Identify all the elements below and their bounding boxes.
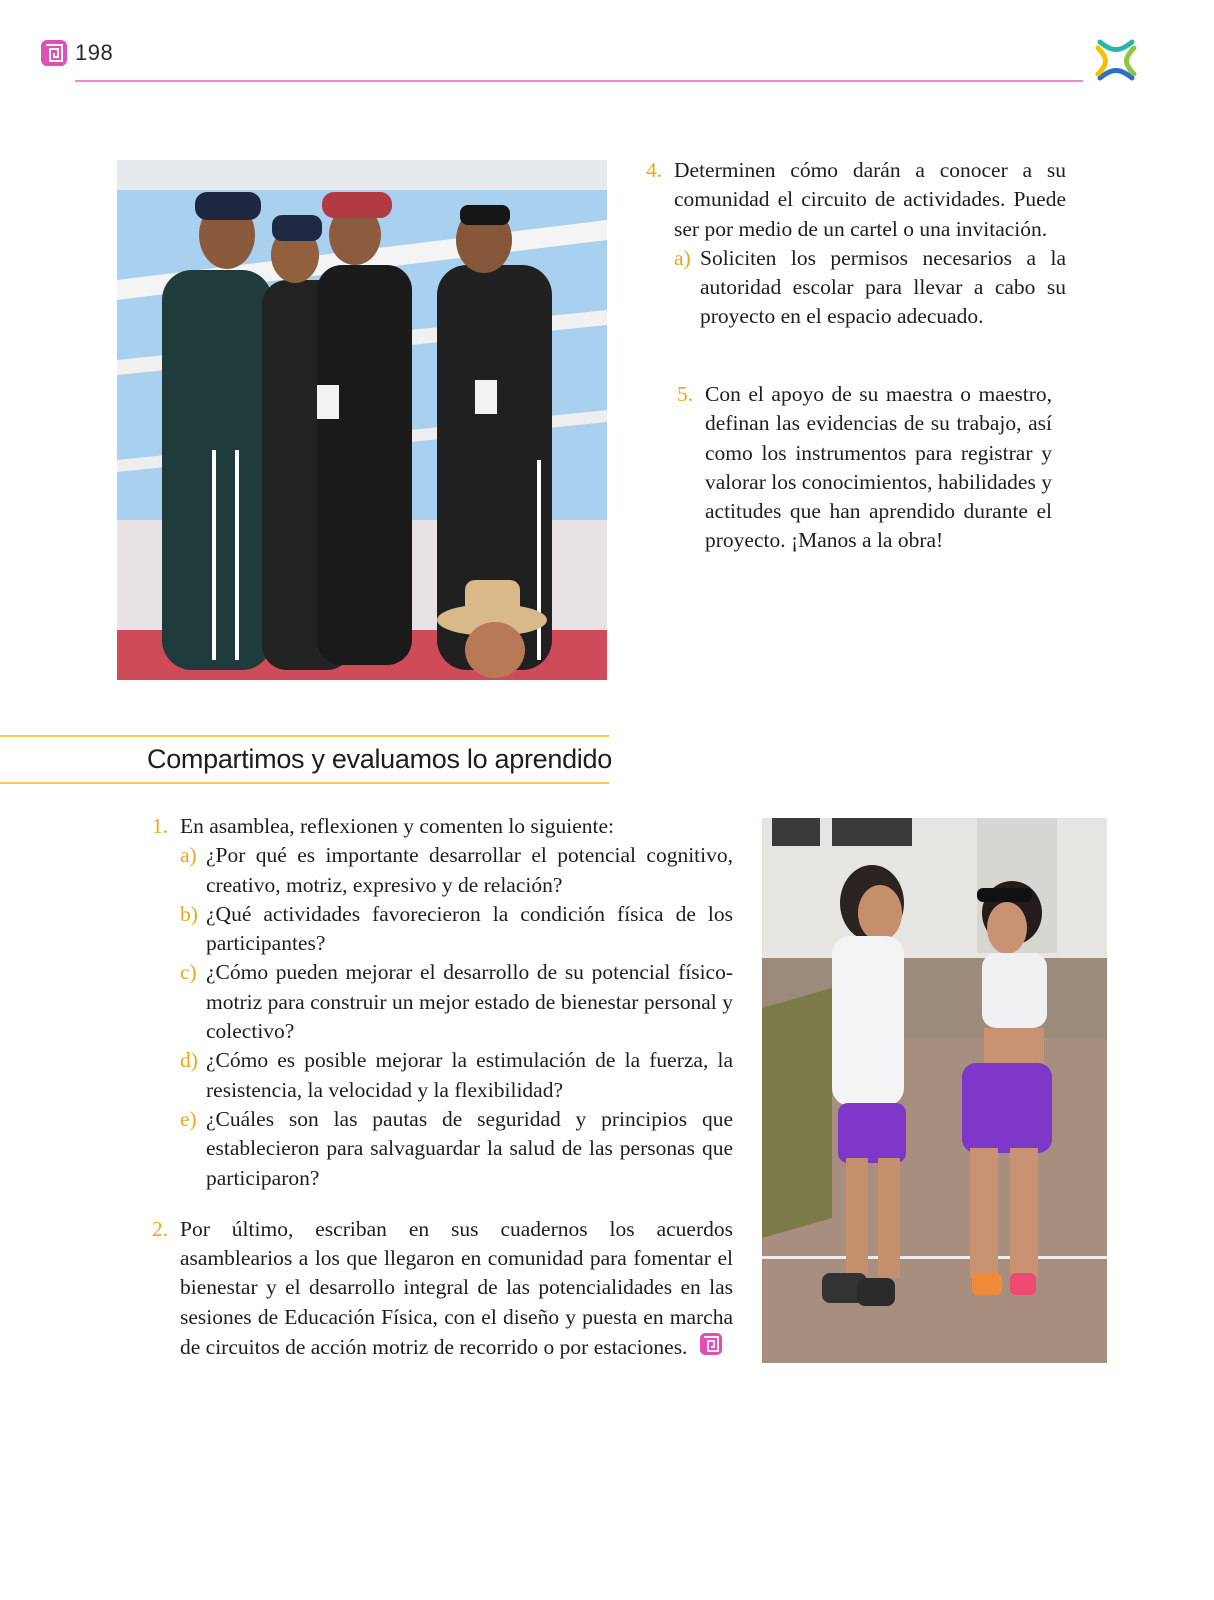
- question-b: [180, 900, 733, 959]
- project-substep: [674, 244, 1066, 332]
- question-letter: c): [180, 960, 197, 985]
- section-divider-top: [0, 735, 609, 737]
- project-step: [646, 156, 1066, 244]
- substep-text: Soliciten los permisos necesarios a la autoridad escolar para llevar a cabo su proyecto en el espacio adecuado.: [700, 245, 1066, 329]
- two-female-athletes-on-track-photo: [762, 818, 1107, 1363]
- item-number: 1.: [152, 814, 169, 838]
- project-step: [677, 380, 1052, 556]
- question-letter: b): [180, 901, 198, 926]
- question-text: ¿Qué actividades favorecieron la condición física de los participantes?: [206, 901, 733, 956]
- evaluation-item: [152, 1215, 733, 1362]
- question-text: ¿Cómo es posible mejorar la estimulación de la fuerza, la resistencia, la velocidad y la flexibilidad?: [206, 1048, 733, 1102]
- item-number: 2.: [152, 1216, 169, 1241]
- question-letter: d): [180, 1048, 198, 1073]
- page-number: 198: [75, 40, 114, 65]
- colorful-knot-logo-icon: [1090, 34, 1142, 86]
- step-number: 5.: [677, 382, 694, 406]
- question-e: [180, 1105, 733, 1193]
- question-text: ¿Por qué es importante desarrollar el potencial cognitivo, creativo, motriz, expresivo y de relación?: [206, 843, 733, 897]
- item-text: Por último, escriban en sus cuadernos los acuerdos asamblearios a los que llegaron en comunidad para fomentar el bienestar y el desarrollo integral de las potencialidades en las sesiones de Educación Física, con el diseño y puesta en marcha de circuitos de acción motriz de recorrido o por estaciones.: [180, 1216, 733, 1360]
- question-text: ¿Cuáles son las pautas de seguridad y principios que establecieron para salvaguardar la salud de las personas que participaron?: [206, 1106, 733, 1190]
- evaluation-item: [152, 812, 733, 841]
- step-text: Con el apoyo de su maestra o maestro, definan las evidencias de su trabajo, así como los instrumentos para registrar y valorar los conocimientos, habilidades y actitudes que han aprendido durante el proyecto. ¡Manos a la obra!: [705, 382, 1052, 553]
- question-d: [180, 1046, 733, 1105]
- question-letter: e): [180, 1106, 197, 1131]
- item-text: En asamblea, reflexionen y comenten lo siguiente:: [180, 814, 615, 838]
- pink-maze-icon: [699, 1332, 723, 1356]
- pink-maze-icon: [40, 39, 68, 67]
- substep-letter: a): [674, 245, 691, 270]
- step-number: 4.: [646, 158, 663, 182]
- section-title: Compartimos y evaluamos lo aprendido: [147, 744, 612, 774]
- question-text: ¿Cómo pueden mejorar el desarrollo de su potencial físico-motriz para construir un mejor estado de bienestar personal y colectivo?: [206, 960, 733, 1044]
- question-letter: a): [180, 843, 197, 868]
- question-a: [180, 841, 733, 900]
- section-divider-bottom: [0, 782, 609, 784]
- step-text: Determinen cómo darán a conocer a su comunidad el circuito de actividades. Puede ser por medio de un cartel o una invitación.: [674, 158, 1066, 241]
- young-people-in-caps-and-tracksuits-photo: [117, 160, 607, 680]
- header-rule: [75, 80, 1083, 82]
- question-c: [180, 958, 733, 1046]
